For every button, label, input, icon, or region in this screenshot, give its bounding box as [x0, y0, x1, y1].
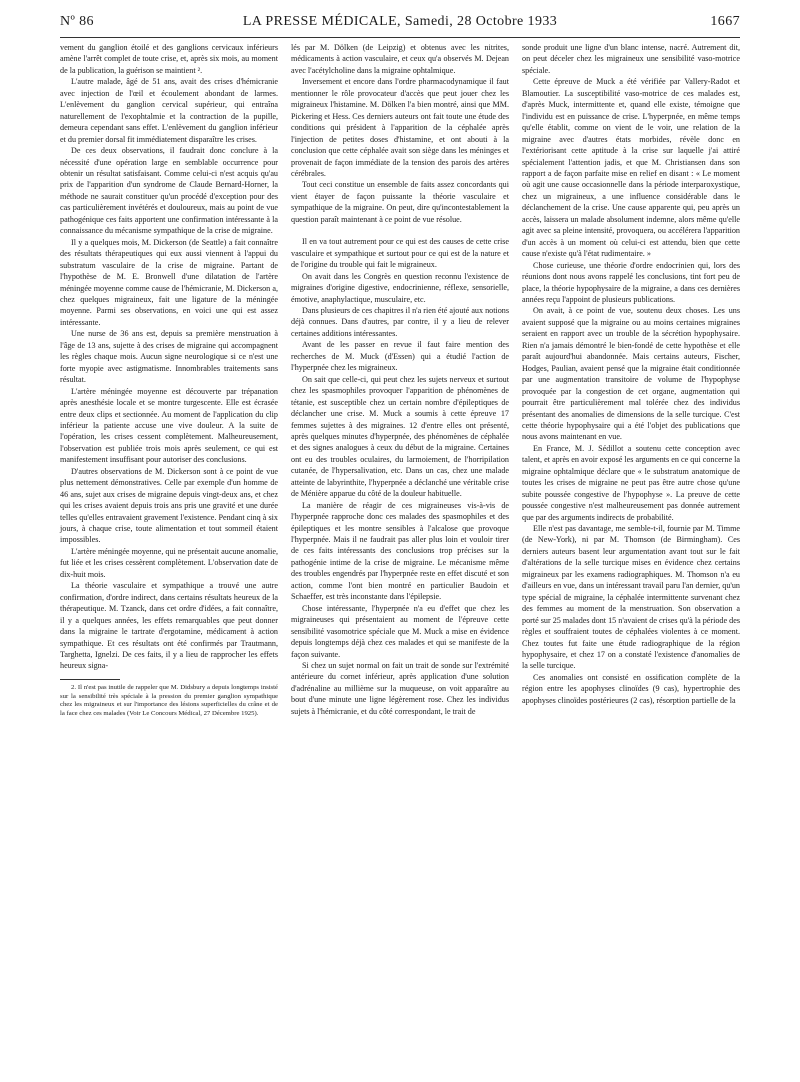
paragraph: La manière de réagir de ces migraineuses vis-à-vis de l'hyperpnée rapproche donc ces malades des spasmophiles et des épileptiques et les montre sensibles à l'alcalose que provoque l'hyperpnée. Mais il ne faudrait pas aller plus loin et vouloir tirer de ces faits intéressants des conclusions trop précises sur la pathogénie intime de la crise de migraine. Le mécanisme même des troubles engendrés par l'hyperpnée reste en effet discuté et son action, comme l'ont bien montré en particulier Baudoin et Schaeffer, est très inconstante dans l'épilepsie.: [291, 500, 509, 602]
paragraph: Inversement et encore dans l'ordre pharmacodynamique il faut mentionner le rôle provocateur d'accès que peut jouer chez les migraineux l'histamine. M. Dölken l'a bien montré, ainsi que MM. Pickering et Hess. Ces derniers auteurs ont fait toute une étude des conditions qui président à l'apparition de la céphalée après l'injection de petites doses d'histamine, et ont abouti à la conclusion que cette céphalée avait son siège dans les méninges et provenait de façon immédiate de la tension des parois des artères cérébrales.: [291, 77, 509, 178]
paragraph: Une nurse de 36 ans est, depuis sa première menstruation à l'âge de 13 ans, sujette à des crises de migraine qui accompagnent les règles chaque mois. Aucun signe neurologique si ce n'est une forte myopie avec astigmatisme. Innombrables traitements sans résultat.: [60, 329, 278, 385]
paragraph: L'artère méningée moyenne est découverte par trépanation après anesthésie locale et se montre turgescente. Elle est écrasée entre deux clips et sectionnée. Au moment de l'application du clip inférieur la patiente accuse une vive douleur. A la suite de l'opération, les crises cessent complètement. Malheureusement, l'observation est publiée trois mois après seulement, ce qui est manifestement insuffisant pour autoriser des conclusions.: [60, 386, 278, 465]
paragraph: Il y a quelques mois, M. Dickerson (de Seattle) a fait connaître des résultats thérapeutiques qui eux aussi viennent à l'appui du substratum vasculaire de la crise de migraine. Partant de l'hypothèse de M. E. Bronwell d'une dilatation de l'artère méningée moyenne comme cause de l'hémicranie, M. Dickerson a, chez quelques migraineux, fait une ligature de la méningée moyenne. Parmi ses observations, en voici une qui est assez intéressante.: [60, 237, 278, 327]
paragraph: La théorie vasculaire et sympathique a trouvé une autre confirmation, d'ordre indirect, dans certains résultats heureux de la thérapeutique. M. Tzanck, dans cet ordre d'idées, a fait connaître, il y a quelques années, les effets remarquables que peut donner dans la migraine le tartrate d'ergotamine, médicament à action sympathique. Et ces résultats ont été confirmés par Trautmann, Targhetta, Ignelzi. De ces faits, il y a lieu de rapprocher les effets heureux signa-: [60, 581, 278, 671]
paragraph: L'artère méningée moyenne, qui ne présentait aucune anomalie, fut liée et les crises cessèrent complètement. L'observation date de dix-huit mois.: [60, 546, 278, 579]
column-2: [291, 42, 509, 717]
paragraph: Ces anomalies ont consisté en ossification complète de la région entre les apophyses clinoïdes (9 cas), hypertrophie des apophyses clinoïdes postérieures (2 cas), résorption partielle de la: [522, 672, 740, 705]
paragraph: Chose curieuse, une théorie d'ordre endocrinien qui, lors des réunions dont nous avons rappelé les conclusions, tint fort peu de place, la théorie hypophysaire de la migraine, a dans ces dernières années reçu l'appoint de plusieurs publications.: [522, 260, 740, 304]
paragraph: lés par M. Dölken (de Leipzig) et obtenus avec les nitrites, médicaments à action vasculaire, et ceux qu'a observés M. Dejean avec l'acétylcholine dans la migraine ophtalmique.: [291, 43, 509, 75]
paragraph: De ces deux observations, il faudrait donc conclure à la nécessité d'une opération large en semblable occurrence pour obtenir un résultat satisfaisant. Comme celui-ci n'est acquis qu'au prix de l'apparition d'un syndrome de Claude Bernard-Horner, la méthode ne saurait constituer qu'un procédé d'exception pour des cas particulièrement invétérés et douloureux, mais au point de vue pathogénique ces faits apportent une confirmation intéressante à la connaissance du mécanisme sympathique de la crise de migraine.: [60, 146, 278, 236]
paragraph: Si chez un sujet normal on fait un trait de sonde sur l'extrémité antérieure du cornet inférieur, après application d'une solution d'adrénaline au millième sur la muqueuse, on voit apparaître au bout d'une minute une ligne légèrement rose. Chez les individus sujets à l'hémicranie, et du côté correspondant, le trait de: [291, 661, 509, 716]
column-1: [60, 42, 278, 718]
paragraph: Elle n'est pas davantage, me semble-t-il, fournie par M. Timme (de New-York), ni par M. Thomson (de Birmingham). Ces derniers auteurs basent leur argumentation avant tout sur le fait d'altérations de la selle turcique mises en évidence chez certains migraineux par les examens radiographiques. M. Thomson n'a eu d'ailleurs en vue, dans un intéressant travail paru l'an dernier, qu'un type spécial de migraine, la céphalée intermittente survenant chez des femmes au moment de la menstruation. Son observation a porté sur 25 malades dont 15 n'avaient de crises qu'à la période des règles et souffraient toutes de céphalées violentes à ce moment. Chez toutes fut faite une étude radiographique de la région hypophysaire, et chez 17 on a constaté l'existence d'anomalies de la selle turcique.: [522, 524, 740, 671]
issue-number: Nº 86: [60, 14, 94, 29]
footnote: 2. Il n'est pas inutile de rappeler que M. Didsbury a depuis longtemps insisté sur la sensibilité très spéciale à la pression du premier ganglion sympathique chez les migraineux et sur l'importance des lésions superficielles du crâne et de la face chez ces malades (Voir Le Concours Médical, 27 Décembre 1925).: [60, 683, 278, 717]
paragraph: Avant de les passer en revue il faut faire mention des recherches de M. Muck (d'Essen) qui a étudié l'action de l'hyperpnée chez les migraineux.: [291, 340, 509, 373]
paragraph: L'autre malade, âgé de 51 ans, avait des crises d'hémicranie avec injection de l'œil et écoulement abondant de larmes. L'enlèvement du ganglion cervical supérieur, qui entraîna naturellement de l'exophtalmie et la contraction de la pupille, demeura cependant sans effet. L'enlèvement du ganglion inférieur et du premier dorsal fit immédiatement disparaître les crises.: [60, 77, 278, 144]
paragraph: Tout ceci constitue un ensemble de faits assez concordants qui vient étayer de façon puissante la théorie vasculaire et sympathique de la migraine. On peut, dire qu'incontestablement la question paraît maintenant à ce point de vue résolue.: [291, 180, 509, 224]
page-number: 1667: [710, 14, 740, 29]
column-3: [522, 42, 740, 706]
footnote-rule: [60, 679, 120, 680]
paragraph: On avait dans les Congrès en question reconnu l'existence de migraines d'origine digestive, endocrinienne, réflexe, sensorielle, émotive, anaphylactique, musculaire, etc.: [291, 271, 509, 304]
paragraph: sonde produit une ligne d'un blanc intense, nacré. Autrement dit, on peut déceler chez les migraineux une sensibilité vaso-motrice spéciale.: [522, 43, 740, 75]
page-header: [60, 14, 740, 34]
journal-title: LA PRESSE MÉDICALE, Samedi, 28 Octobre 1933: [242, 14, 558, 29]
paragraph: Chose intéressante, l'hyperpnée n'a eu d'effet que chez les migraineuses qui présentaient au moment de l'épreuve cette sensibilité vasomotrice spéciale que M. Muck a mise en évidence depuis longtemps déjà chez ces malades et qui se manifeste de la façon suivante.: [291, 603, 509, 659]
paragraph: Il en va tout autrement pour ce qui est des causes de cette crise vasculaire et sympathique et surtout pour ce qui est de la nature et de l'origine du trouble qui fait le migraineux.: [291, 237, 509, 270]
paragraph: En France, M. J. Sédillot a soutenu cette conception avec talent, et après en avoir exposé les arguments en ce qui concerne la migraine ophtalmique déclare que « le substratum anatomique de toutes les crises de migraine ne peut pas être autre chose qu'une subite poussée congestive de l'hypophyse ». La preuve de cette poussée congestive n'est malheureusement pas donnée autrement que par des arguments indirects de probabilité.: [522, 443, 740, 522]
paragraph: Dans plusieurs de ces chapitres il n'a rien été ajouté aux notions déjà connues. Dans d'autres, par contre, il y a lieu de relever certaines additions intéressantes.: [291, 305, 510, 338]
paragraph: On avait, à ce point de vue, soutenu deux choses. Les uns avaient supposé que la migraine ou au moins certaines migraines seraient en rapport avec un trouble de la sécrétion hypophysaire. Rien n'a jamais démontré le bien-fondé de cette hypothèse et elle paraît aujourd'hui abandonnée. Mais certains auteurs, Fischer, Hodges, Paulian, avaient pensé que la migraine était conditionnée par une augmentation transitoire de volume de l'hypophyse provoquée par la congestion de cet organe, augmentation qui pourrait être particulièrement mal tolérée chez des individus présentant des anomalies de dimensions de la selle turcique. C'est cette théorie hypophysaire qui a été l'objet des publications que nous avons maintenant en vue.: [522, 306, 740, 442]
header-rule: [60, 37, 740, 38]
paragraph: Cette épreuve de Muck a été vérifiée par Vallery-Radot et Blamoutier. La susceptibilité vaso-motrice de ces malades est, d'après Muck, intermittente et, quand elle existe, témoigne que l'individu est en puissance de crise. L'hyperpnée, en même temps qu'elle établit, comme on vient de le voir, une relation de la migraine avec d'autres états morbides, révèle donc en l'extériorisant cette aptitude à la crise sur laquelle j'ai attiré spécialement l'attention jadis, et que M. Christiansen dans son rapport a de façon parfaite mise en relief en disant : « Le moment où agit une cause occasionnelle dans la période interparoxystique, chez un migraineux, a une influence considérable dans le déclanchement de la crise. Une cause apparente qui, peu après un accès, laissera un malade absolument indemne, alors même qu'elle agit avec sa pleine intensité, provoquera, ou accélérera l'apparition d'un accès à un moment où celui-ci est attendu, bien que cette cause n'existe qu'à l'état rudimentaire. »: [522, 77, 740, 259]
paragraph: On sait que celle-ci, qui peut chez les sujets nerveux et surtout chez les spasmophiles provoquer l'apparition de phénomènes de tétanie, est susceptible chez un certain nombre d'épileptiques de déclancher une crise. M. Muck a soumis à cette épreuve 17 femmes sujettes à des migraines. 12 d'entre elles ont présenté, après quelques minutes d'hyperpnée, des phénomènes de céphalée et des signes analogues à ceux du début de la migraine. Certaines ont eu des troubles oculaires, du larmoiement, de l'horripilation cutanée, de l'hypersalivation, etc. Dans un cas, chez une malade atteinte de labyrinthite, l'hyperpnée a déclanché une véritable crise de Ménière apparue du côté de la douleur habituelle.: [291, 374, 509, 499]
paragraph: D'autres observations de M. Dickerson sont à ce point de vue plus nettement démonstratives. Celle par exemple d'un homme de 46 ans, sujet aux crises de migraine depuis vingt-deux ans, et chez qui les crises avaient depuis trois ans pris une gravité et une durée telles qu'elles entravaient gravement l'existence. Pendant cinq à six jours, à chaque crise, toute alimentation et tout sommeil étaient impossibles.: [60, 466, 278, 545]
paragraph: vement du ganglion étoilé et des ganglions cervicaux inférieurs amène l'arrêt complet de toute crise, et, après six mois, au moment de la publication, la guérison se maintient ².: [60, 43, 278, 75]
